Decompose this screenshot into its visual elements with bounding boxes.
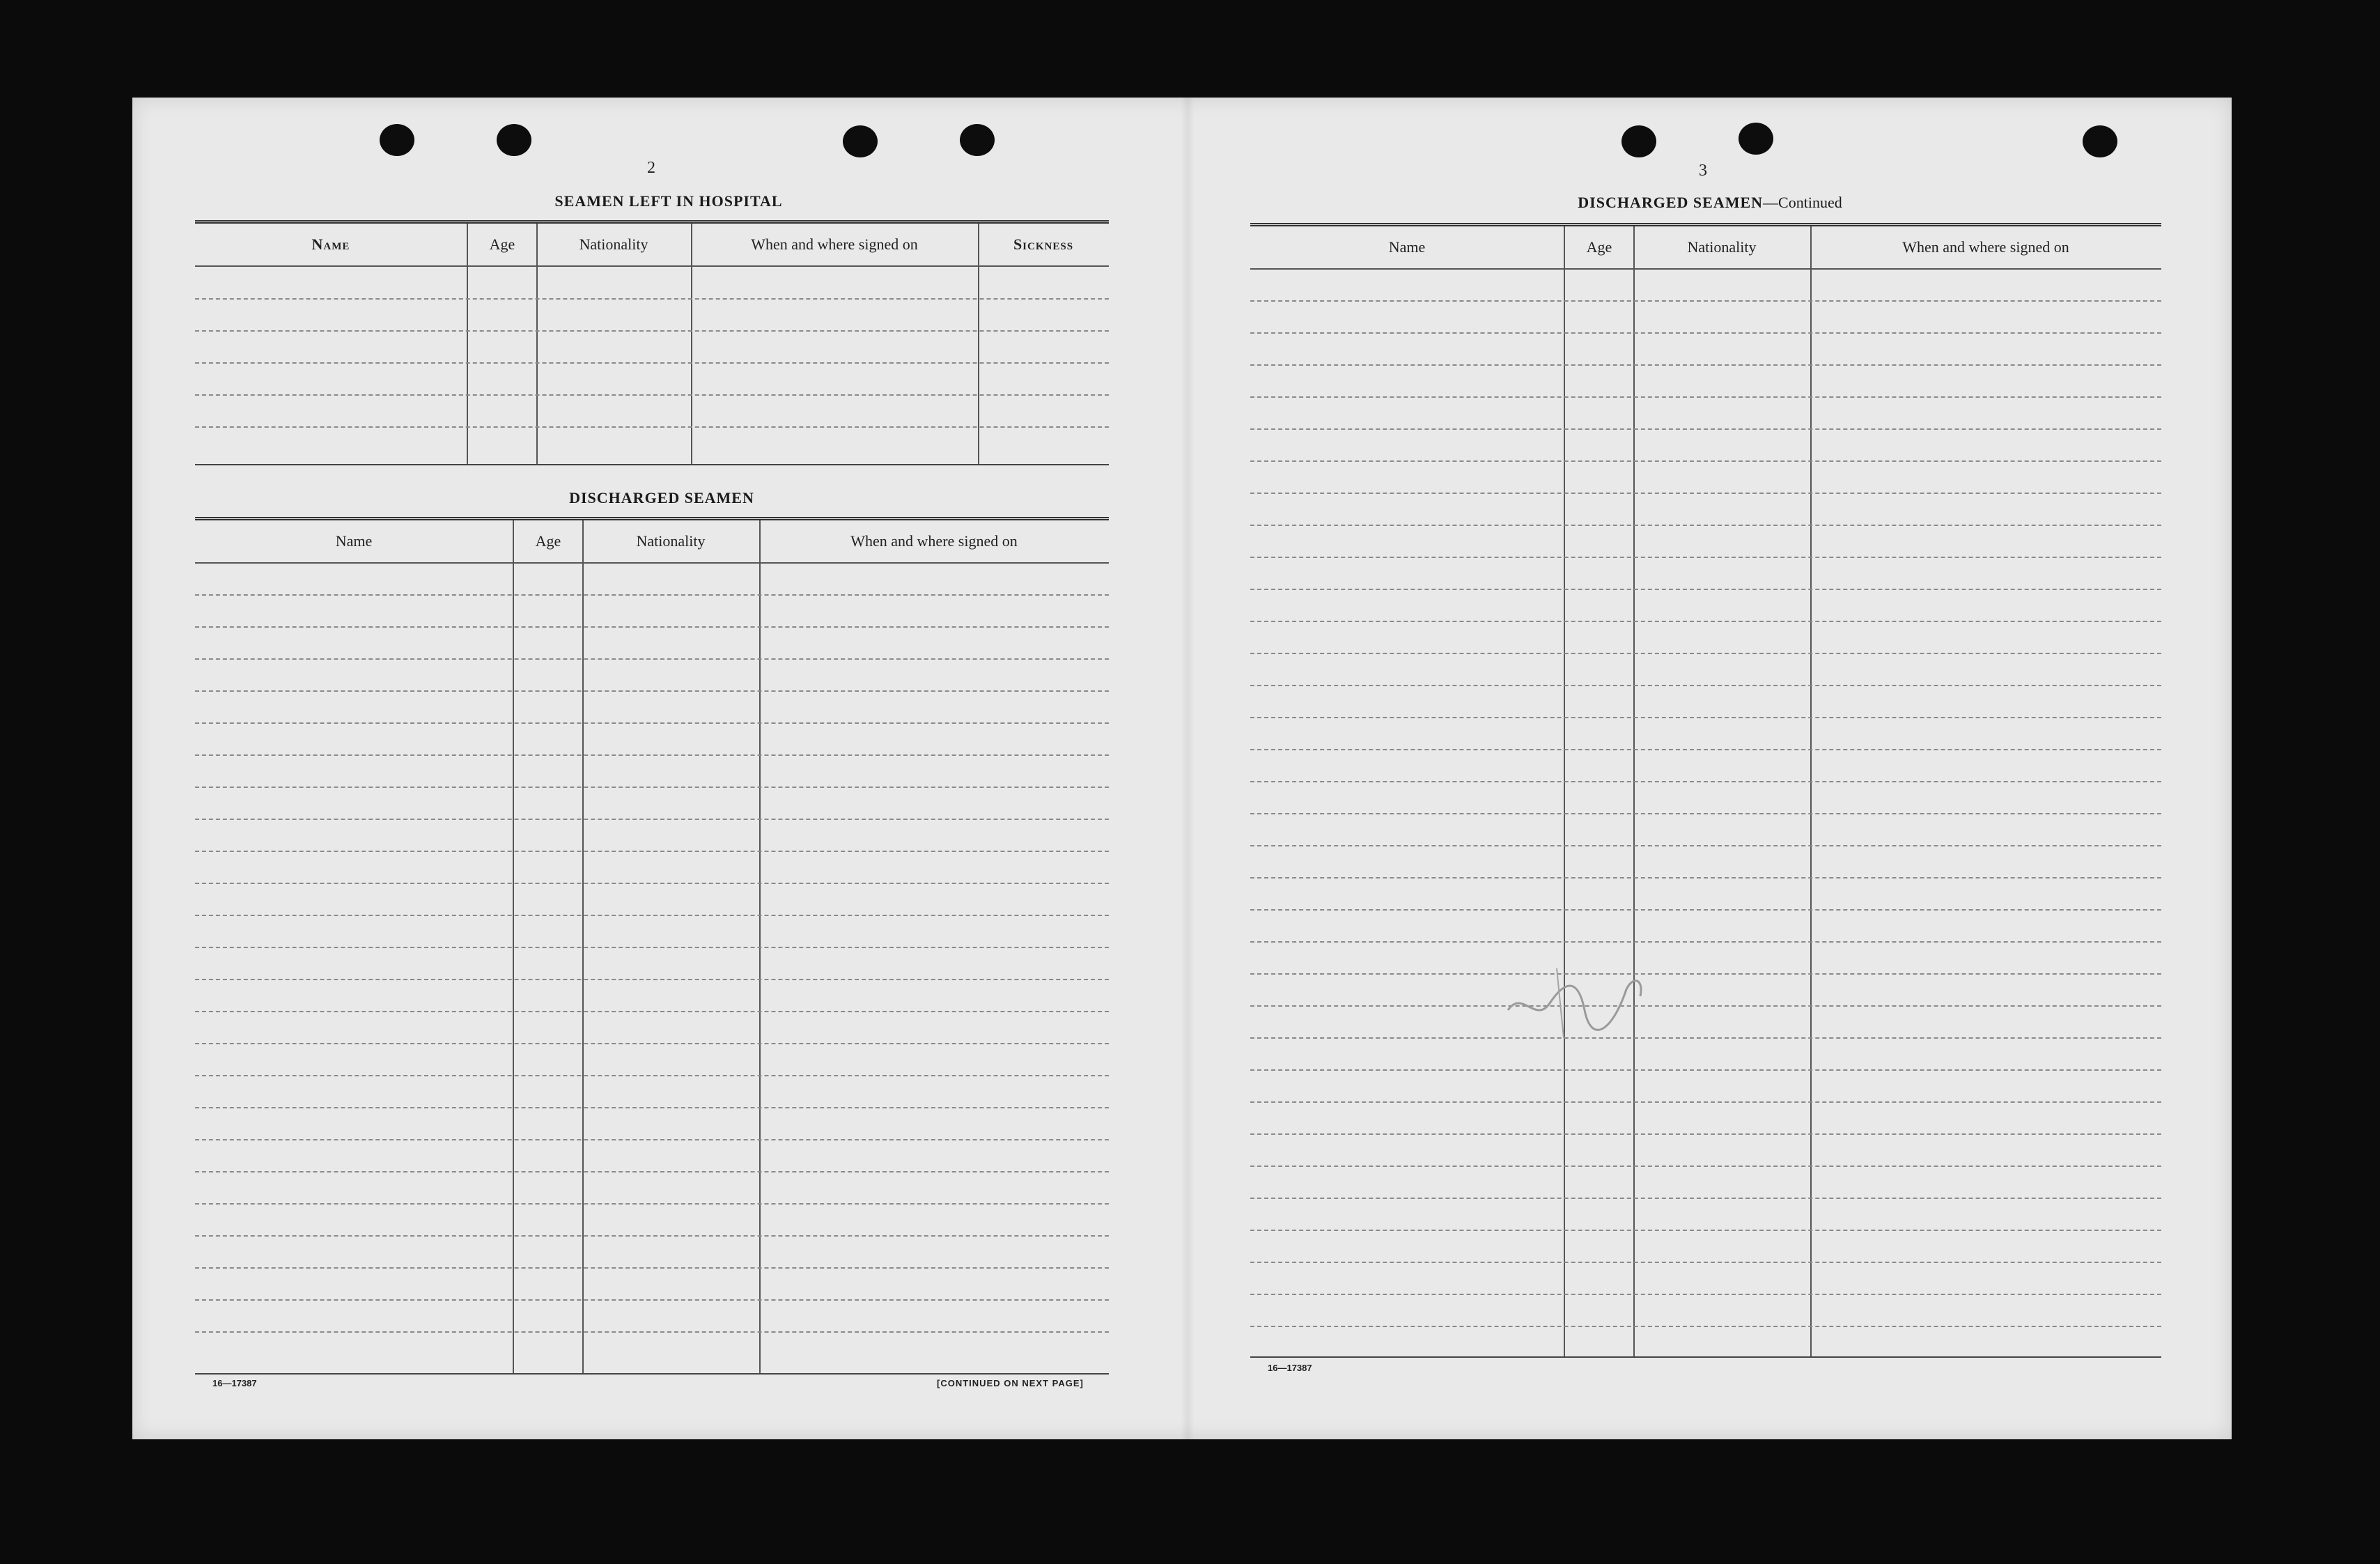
column-header-signed-on: When and where signed on	[1902, 238, 2069, 256]
row-rule	[195, 1203, 1109, 1205]
column-header-signed-on: When and where signed on	[850, 532, 1018, 550]
row-rule	[1250, 1005, 2161, 1007]
row-rule	[1250, 493, 2161, 494]
form-code: 16—17387	[1268, 1363, 1312, 1373]
row-rule	[195, 915, 1109, 916]
row-rule	[1250, 685, 2161, 686]
column-rule	[467, 224, 468, 464]
row-rule	[1250, 973, 2161, 975]
row-rule	[1250, 1133, 2161, 1135]
column-header-age: Age	[489, 235, 515, 253]
column-header-signed-on: When and where signed on	[751, 235, 918, 253]
column-header-sickness: Sickness	[1013, 235, 1074, 253]
row-rule	[195, 626, 1109, 628]
row-rule	[195, 298, 1109, 300]
discharged-table	[195, 517, 1109, 1375]
title-main: DISCHARGED SEAMEN	[1578, 194, 1764, 211]
page-number: 2	[647, 159, 655, 177]
row-rule	[1250, 525, 2161, 526]
row-rule	[1250, 845, 2161, 846]
row-rule	[1250, 781, 2161, 782]
row-rule	[195, 787, 1109, 788]
row-rule	[195, 1043, 1109, 1044]
row-rule	[195, 1011, 1109, 1012]
row-rule	[1250, 428, 2161, 430]
row-rule	[195, 1075, 1109, 1076]
row-rule	[1250, 1198, 2161, 1199]
discharged-section-title: DISCHARGED SEAMEN	[569, 489, 754, 506]
row-rule	[1250, 589, 2161, 590]
row-rule	[195, 594, 1109, 596]
continued-note: [CONTINUED ON NEXT PAGE]	[937, 1378, 1084, 1388]
row-rule	[1250, 717, 2161, 718]
row-rule	[1250, 460, 2161, 462]
left-page	[132, 98, 1177, 1439]
row-rule	[1250, 396, 2161, 398]
column-header-nationality: Nationality	[636, 532, 706, 550]
column-header-name: Name	[311, 235, 350, 253]
row-rule	[1250, 1262, 2161, 1263]
row-rule	[1250, 364, 2161, 366]
row-rule	[1250, 1326, 2161, 1327]
hospital-section-title: SEAMEN LEFT IN HOSPITAL	[554, 192, 783, 210]
row-rule	[1250, 1101, 2161, 1103]
row-rule	[1250, 813, 2161, 814]
column-header-name: Name	[1388, 238, 1426, 256]
page-number: 3	[1699, 162, 1707, 180]
hospital-table	[195, 220, 1109, 465]
row-rule	[195, 690, 1109, 692]
form-code: 16—17387	[212, 1378, 257, 1388]
row-rule	[195, 1235, 1109, 1237]
pencil-scribble	[1494, 947, 1661, 1045]
column-rule	[691, 224, 692, 464]
column-header-nationality: Nationality	[579, 235, 648, 253]
row-rule	[195, 658, 1109, 660]
title-suffix: —Continued	[1763, 194, 1842, 211]
row-rule	[195, 722, 1109, 724]
column-header-age: Age	[535, 532, 561, 550]
row-rule	[1250, 909, 2161, 911]
row-rule	[1250, 332, 2161, 334]
row-rule	[1250, 1166, 2161, 1167]
column-header-name: Name	[335, 532, 373, 550]
row-rule	[195, 1299, 1109, 1301]
row-rule	[195, 883, 1109, 884]
row-rule	[195, 754, 1109, 756]
row-rule	[1250, 941, 2161, 943]
row-rule	[1250, 300, 2161, 302]
row-rule	[1250, 1037, 2161, 1039]
discharged-continued-title	[1529, 194, 1891, 212]
row-rule	[1250, 621, 2161, 622]
row-rule	[195, 362, 1109, 364]
row-rule	[1250, 1230, 2161, 1231]
row-rule	[1250, 653, 2161, 654]
row-rule	[1250, 1294, 2161, 1295]
row-rule	[195, 1171, 1109, 1172]
row-rule	[195, 330, 1109, 332]
scanned-ledger-sheet	[132, 98, 2232, 1439]
row-rule	[1250, 749, 2161, 750]
row-rule	[195, 819, 1109, 820]
column-rule	[536, 224, 538, 464]
row-rule	[195, 979, 1109, 980]
row-rule	[195, 1331, 1109, 1333]
row-rule	[195, 394, 1109, 396]
row-rule	[195, 1267, 1109, 1269]
column-header-nationality: Nationality	[1687, 238, 1757, 256]
row-rule	[195, 1107, 1109, 1108]
row-rule	[1250, 877, 2161, 878]
column-header-age: Age	[1586, 238, 1612, 256]
column-rule	[978, 224, 979, 464]
row-rule	[195, 426, 1109, 428]
row-rule	[195, 1139, 1109, 1140]
discharged-continued-table	[1250, 223, 2161, 1358]
row-rule	[1250, 557, 2161, 558]
row-rule	[1250, 1069, 2161, 1071]
right-page	[1188, 98, 2232, 1439]
row-rule	[195, 947, 1109, 948]
row-rule	[195, 851, 1109, 852]
